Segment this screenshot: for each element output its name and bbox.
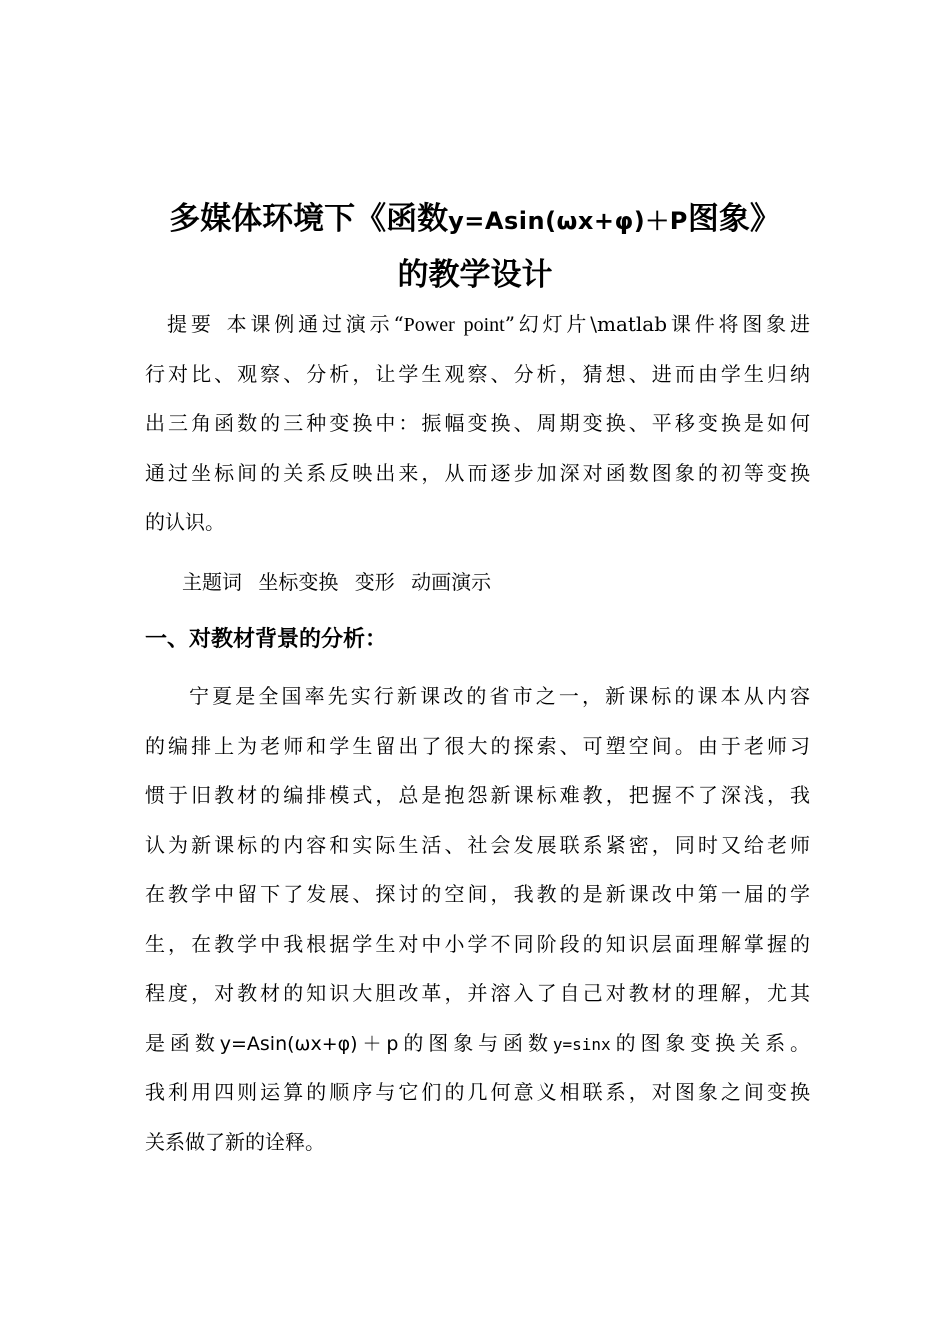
title-formula: y=Asin(ωx+φ)＋P — [448, 207, 688, 235]
body-row: 的编排上为老师和学生留出了很大的探索、可塑空间。由于老师习 — [145, 733, 810, 758]
title-prefix: 多媒体环境下《函数 — [169, 201, 449, 237]
abstract-row-5: 的认识。 — [145, 510, 225, 534]
abstract-text: 本课例通过演示“ — [226, 312, 404, 336]
formula-general: y=Asin(ωx+φ)＋p — [219, 1032, 399, 1055]
title-line-1 — [120, 192, 830, 248]
body-row: 程度，对教材的知识大胆改革，并溶入了自己对教材的理解，尤其 — [145, 981, 810, 1005]
abstract-label: 提要 — [167, 312, 215, 336]
abstract-row-1 — [145, 300, 810, 350]
formula-sine: y=sinx — [552, 1034, 611, 1054]
abstract-row-2: 行对比、观察、分析，让学生观察、分析，猜想、进而由学生归纳 — [145, 361, 810, 386]
abstract-term: Power point — [403, 314, 505, 336]
body-row: 在教学中留下了发展、探讨的空间，我教的是新课改中第一届的学 — [145, 882, 810, 906]
keyword-item: 动画演示 — [411, 570, 492, 594]
abstract-row-3: 出三角函数的三种变换中：振幅变换、周期变换、平移变换是如何 — [145, 411, 810, 435]
body-text: 的图象变换关系。 — [610, 1030, 811, 1055]
body-row: 惯于旧教材的编排模式，总是抱怨新课标难教，把握不了深浅，我 — [145, 783, 810, 807]
abstract-text: ”幻灯片\matlab课件将图象进 — [504, 312, 810, 336]
body-row-formula — [145, 1019, 810, 1069]
body-row: 生，在教学中我根据学生对中小学不同阶段的知识层面理解掌握的 — [145, 931, 810, 956]
document-title — [120, 192, 830, 302]
body-row: 关系做了新的诠释。 — [145, 1129, 325, 1154]
title-suffix: 图象》 — [687, 201, 781, 237]
keyword-item: 变形 — [354, 570, 395, 594]
abstract-row-4: 通过坐标间的关系反映出来，从而逐步加深对函数图象的初等变换 — [145, 460, 810, 485]
body-text: 的图象与函数 — [398, 1030, 553, 1055]
section-body — [145, 672, 810, 1167]
abstract-paragraph — [145, 300, 810, 548]
body-row: 我利用四则运算的顺序与它们的几何意义相联系，对图象之间变换 — [145, 1080, 810, 1104]
section-heading: 一、对教材背景的分析： — [145, 627, 388, 652]
keyword-item: 坐标变换 — [258, 570, 339, 594]
title-line-2: 的教学设计 — [397, 257, 553, 293]
keywords-label: 主题词 — [182, 570, 242, 594]
body-text: 是函数 — [145, 1030, 220, 1055]
body-row: 认为新课标的内容和实际生活、社会发展联系紧密，同时又给老师 — [145, 832, 810, 857]
keywords-line — [182, 558, 501, 607]
body-row: 宁夏是全国率先实行新课改的省市之一，新课标的课本从内容 — [189, 684, 810, 708]
